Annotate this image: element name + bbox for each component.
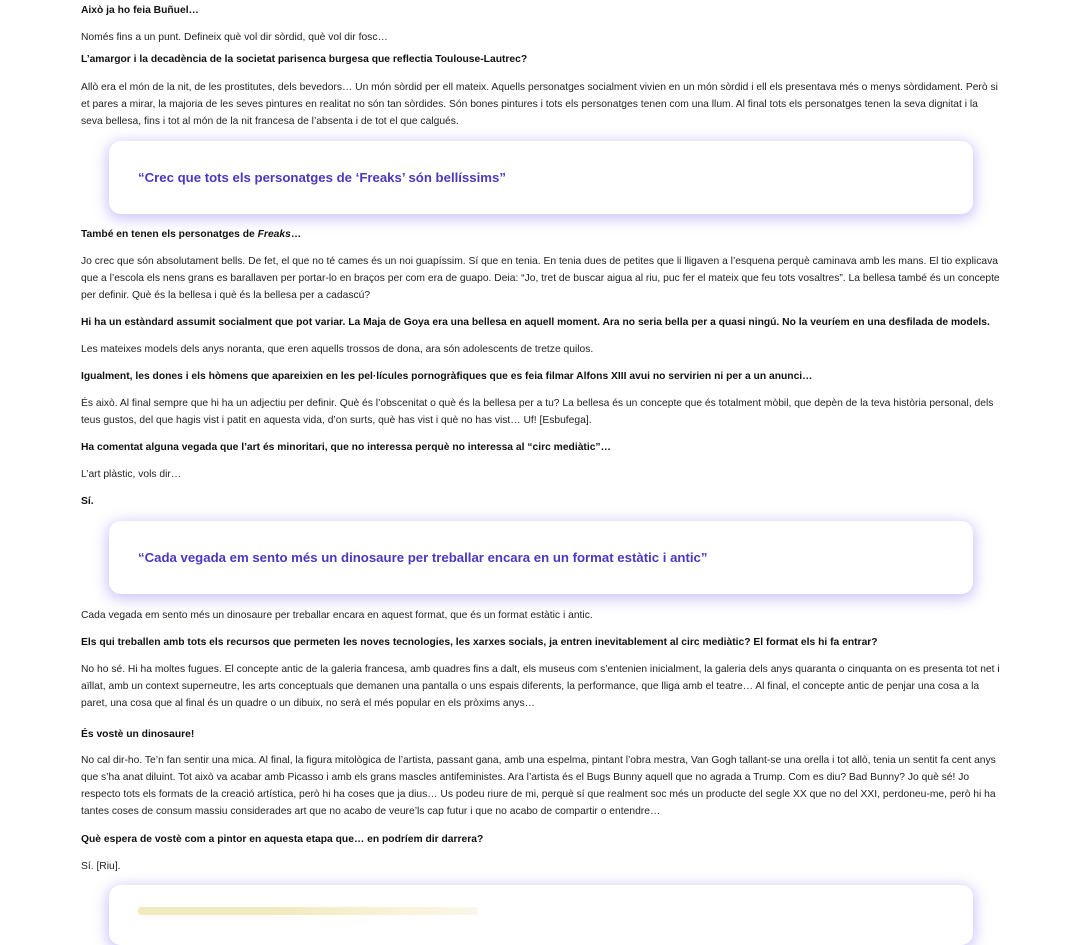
answer-paragraph: L’art plàstic, vols dir… bbox=[81, 469, 182, 480]
question-paragraph bbox=[81, 226, 1001, 243]
pull-quote bbox=[109, 141, 973, 214]
question-paragraph: Igualment, les dones i els hòmens que apareixien en les pel·lícules pornogràfiques que es feia filmar Alfons XIII avui no servirien ni per a un anunci… bbox=[81, 371, 813, 382]
pull-quote-text-partial bbox=[138, 907, 478, 915]
film-title: Freaks bbox=[257, 229, 291, 240]
pull-quote bbox=[109, 885, 973, 945]
question-text: També en tenen els personatges de Freaks… bbox=[81, 229, 302, 240]
answer-paragraph: No cal dir-ho. Te’n fan sentir una mica. Al final, la figura mitològica de l’artista, passant gana, amb una espelma, pintant l’obra mestra, Van Gogh tallant-se una orella i tot allò, tenia un sentit fa cent anys que s’ha anat diluint. Tot això va acabar amb Picasso i amb els grans mascles antifeministes. Ara l’artista és el Bugs Bunny aquell que no agrada a Trump. Com es diu? Bad Bunny? Jo què sé! Jo respecto tots els formats de la creació artística, però hi ha coses que ja dius… Us podeu riure de mi, perquè sí que realment soc més un producte del segle XX que no del XXI, perdoneu-me, però hi ha tantes coses de consum massiu considerades art que no acabo de veure’ls cap futur i que no acabo de compartir o entendre… bbox=[81, 755, 996, 817]
pull-quote-text: “Cada vegada em sento més un dinosaure per treballar encara en un format estàtic i antic” bbox=[138, 550, 708, 565]
question-paragraph: Això ja ho feia Buñuel… bbox=[81, 5, 199, 16]
answer-paragraph: No ho sé. Hi ha moltes fugues. El concepte antic de la galeria francesa, amb quadres fins a dalt, els museus com s’entenien inicialment, la galeria dels anys quaranta o cinquanta on es presenta tot net i aïllat, amb un context superneutre, les arts conceptuals que demanen una pantalla o uns espais diferents, la performance, que lliga amb el teatre… Al final, el concepte antic de penjar una cosa a la paret, una cosa que al final és un quadre o un dibuix, no serà el més popular en els pròxims anys… bbox=[81, 664, 1000, 709]
answer-paragraph: Allò era el món de la nit, de les prostitutes, dels bevedors… Un món sòrdid per ell mateix. Aquells personatges socialment vivien en un món sòrdid i ell els presentava més o menys sòrdidament. Però si et pares a mirar, la majoria de les seves pintures en realitat no són tan sòrdides. Són bones pintures i tots els personatges tenen com una llum. Al final tots els personatges tenen la seva dignitat i la seva bellesa, fins i tot al món de la nit francesa de l’absenta i de tot el que calgués. bbox=[81, 82, 998, 127]
answer-paragraph: Jo crec que són absolutament bells. De fet, el que no té cames és un noi guapíssim. Sí que en tenia. En tenia dues de petites que li lligaven a l’esquena perquè caminava amb les mans. El tio explicava que a l’escola els nens grans es barallaven per portar-lo en braços per com era de guapo. Deia: “Jo, tret de buscar aigua al riu, puc fer el mateix que feu tots vosaltres”. La bellesa també és un concepte per definir. Què és la bellesa i què és la bellesa per a cadascú? bbox=[81, 256, 1000, 301]
question-paragraph: Sí. bbox=[81, 496, 94, 507]
answer-paragraph: Cada vegada em sento més un dinosaure per treballar encara en aquest format, que és un format estàtic i antic. bbox=[81, 610, 593, 621]
question-paragraph: Què espera de vostè com a pintor en aquesta etapa que… en podríem dir darrera? bbox=[81, 834, 484, 845]
answer-paragraph: És això. Al final sempre que hi ha un adjectiu per definir. Què és l’obscenitat o què és la bellesa per a tu? La bellesa és un concepte que és totalment mòbil, que depèn de la teva història personal, dels teus gustos, del que hagis vist i patit en aquesta vida, d’on surts, què has vist i què no has vist… Uf! [Esbufega]. bbox=[81, 398, 994, 426]
question-paragraph: Ha comentat alguna vegada que l’art és minoritari, que no interessa perquè no interessa al “circ mediàtic”… bbox=[81, 442, 611, 453]
answer-paragraph: Les mateixes models dels anys noranta, que eren aquells trossos de dona, ara són adolescents de tretze quilos. bbox=[81, 344, 594, 355]
pull-quote bbox=[109, 521, 973, 594]
question-paragraph: Els qui treballen amb tots els recursos que permeten les noves tecnologies, les xarxes socials, ja entren inevitablement al circ mediàtic? El format els hi fa entrar? bbox=[81, 637, 878, 648]
answer-paragraph: Sí. [Riu]. bbox=[81, 861, 121, 872]
answer-paragraph: Només fins a un punt. Defineix què vol dir sòrdid, què vol dir fosc… bbox=[81, 32, 388, 43]
question-paragraph: L’amargor i la decadència de la societat parisenca burgesa que reflectia Toulouse-Lautrec? bbox=[81, 54, 528, 65]
pull-quote-text: “Crec que tots els personatges de ‘Freaks’ són bellíssims” bbox=[138, 170, 506, 185]
question-paragraph: És vostè un dinosaure! bbox=[81, 729, 195, 740]
question-paragraph: Hi ha un estàndard assumit socialment que pot variar. La Maja de Goya era una bellesa en aquell moment. Ara no seria bella per a quasi ningú. No la veuríem en una desfilada de models. bbox=[81, 317, 990, 328]
